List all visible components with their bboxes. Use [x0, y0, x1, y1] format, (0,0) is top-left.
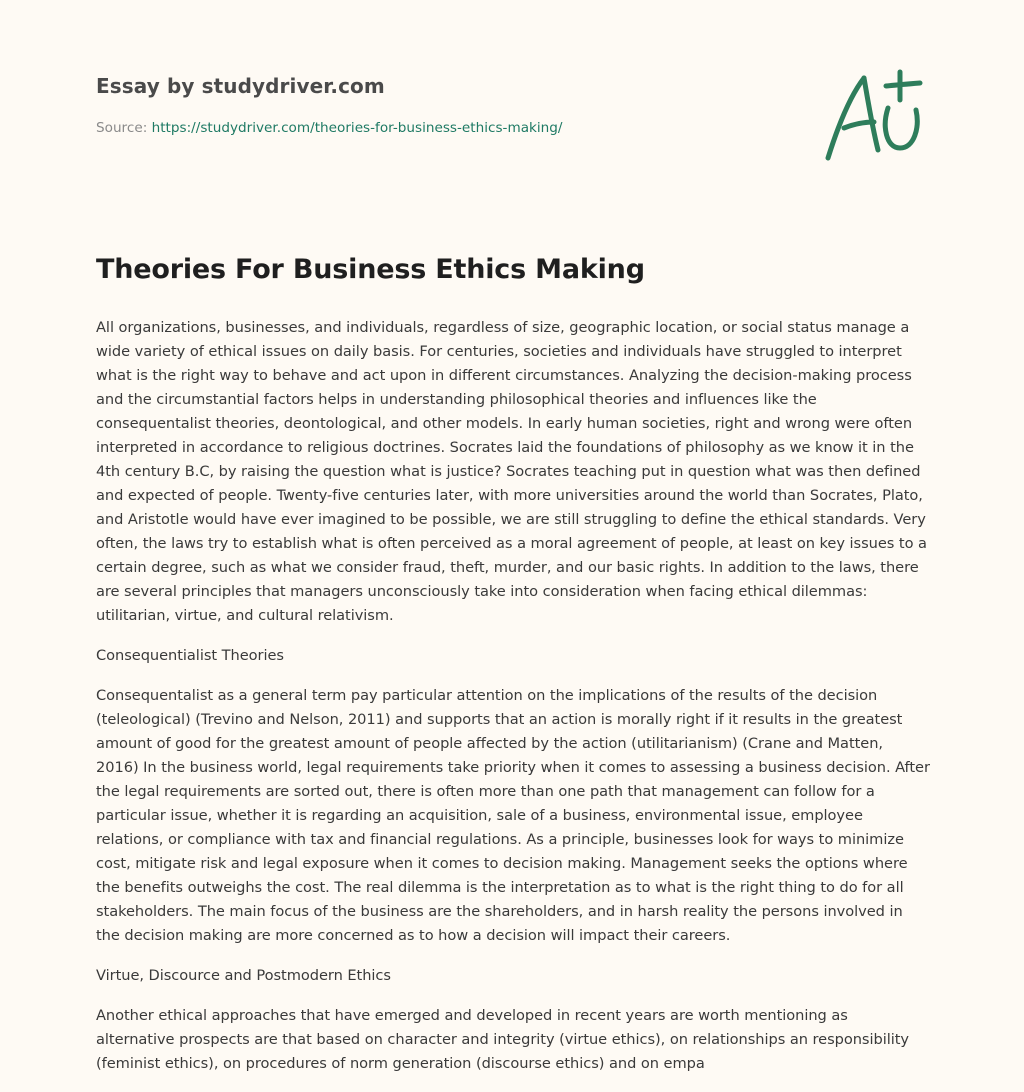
section-heading: Consequentialist Theories [96, 647, 284, 664]
source-label: Source: [96, 120, 152, 136]
essay-header [96, 74, 796, 136]
paragraph: Consequentalist as a general term pay particular attention on the implications of the results of the decision (teleological) (Trevino and Nelson, 2011) and supports that an action is morally right if it results in the greatest amount of good for the greatest amount of people affected by the action (utilitarianism) (Crane and Matten, 2016) In the business world, legal requirements take priority when it comes to assessing a business decision. After the legal requirements are sorted out, there is often more than one path that management can follow for a particular issue, whether it is regarding an acquisition, sale of a business, environmental issue, employee relations, or compliance with tax and financial regulations. As a principle, businesses look for ways to minimize cost, mitigate risk and legal exposure when it comes to decision making. Management seeks the options where the benefits outweighs the cost. The real dilemma is the interpretation as to what is the right thing to do for all stakeholders. The main focus of the business are the shareholders, and in harsh reality the persons involved in the decision making are more concerned as to how a decision will impact their careers. [96, 687, 930, 944]
source-line [96, 120, 796, 136]
paragraph: All organizations, businesses, and individuals, regardless of size, geographic location, or social status manage a wide variety of ethical issues on daily basis. For centuries, societies and individuals have struggled to interpret what is the right way to behave and act upon in different circumstances. Analyzing the decision-making process and the circumstantial factors helps in understanding philosophical theories and influences like the consequentalist theories, deontological, and other models. In early human societies, right and wrong were often interpreted in accordance to religious doctrines. Socrates laid the foundations of philosophy as we know it in the 4th century B.C, by raising the question what is justice? Socrates teaching put in question what was then defined and expected of people. Twenty-five centuries later, with more universities around the world than Socrates, Plato, and Aristotle would have ever imagined to be possible, we are still struggling to define the ethical standards. Very often, the laws try to establish what is often perceived as a moral agreement of people, at least on key issues to a certain degree, such as what we consider fraud, theft, murder, and our basic rights. In addition to the laws, there are several principles that managers unconsciously take into consideration when facing ethical dilemmas: utilitarian, virtue, and cultural relativism. [96, 319, 927, 624]
brand-title: Essay by studydriver.com [96, 74, 385, 98]
a-plus-icon [820, 66, 930, 166]
paragraph: Another ethical approaches that have emerged and developed in recent years are worth mentioning as alternative prospects are that based on character and integrity (virtue ethics), on relationships an responsibility (feminist ethics), on procedures of norm generation (discourse ethics) and on empa [96, 1007, 909, 1072]
page-title: Theories For Business Ethics Making [96, 254, 645, 285]
section-heading: Virtue, Discource and Postmodern Ethics [96, 967, 391, 984]
essay-body [96, 316, 930, 1092]
source-link[interactable]: https://studydriver.com/theories-for-business-ethics-making/ [151, 120, 563, 136]
